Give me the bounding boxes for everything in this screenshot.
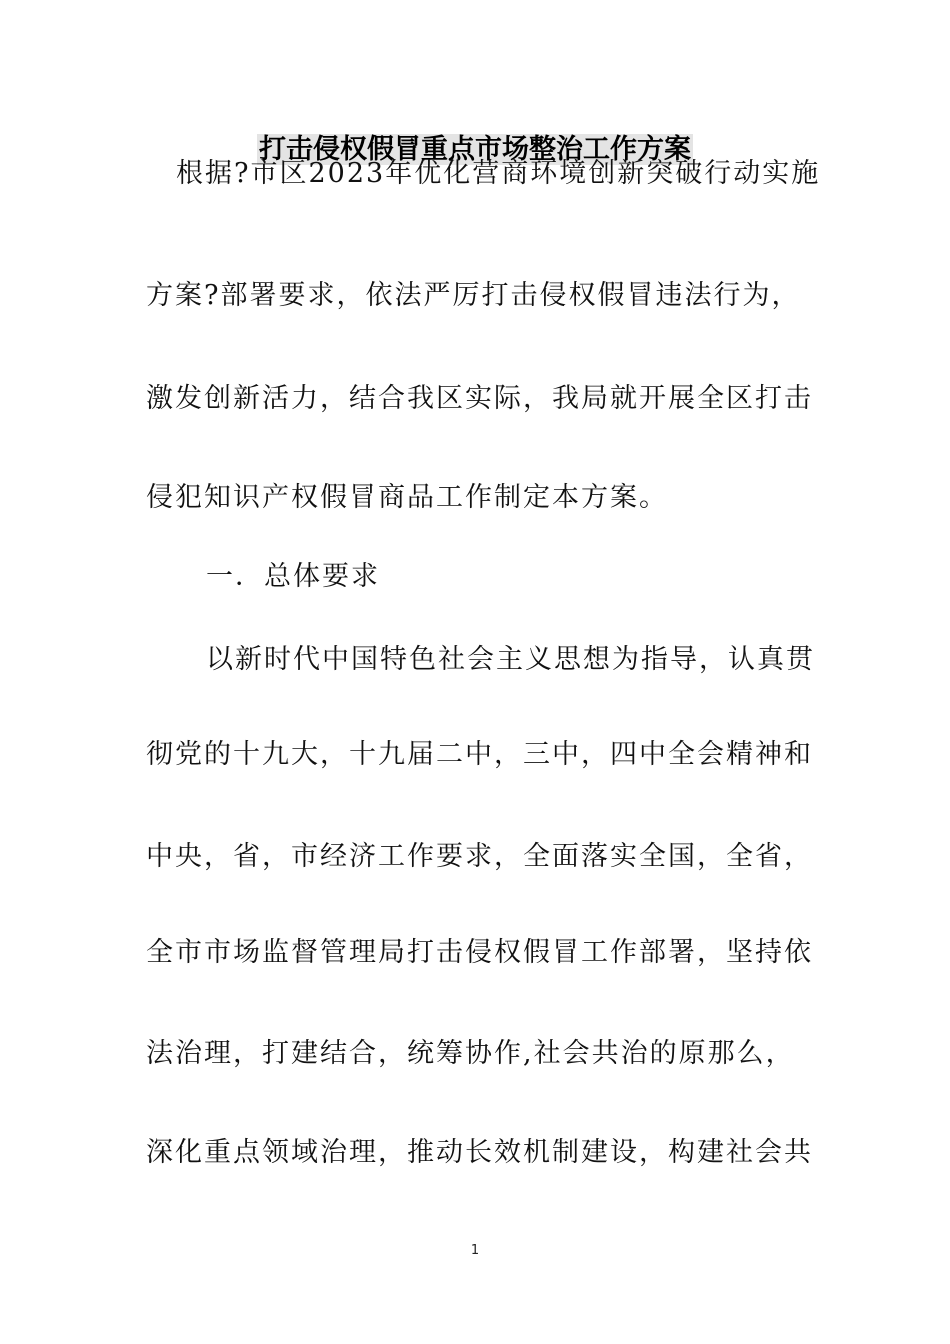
title-text: 打击侵权假冒重点市场整治工作方案 — [259, 134, 691, 165]
paragraph-line: 根据?市区2023年优化营商环境创新突破行动实施 — [176, 158, 821, 189]
page-number: 1 — [470, 1243, 480, 1258]
paragraph-line: 侵犯知识产权假冒商品工作制定本方案。 — [146, 482, 668, 513]
section-heading: 一．总体要求 — [206, 561, 380, 592]
paragraph-line: 中央，省，市经济工作要求，全面落实全国，全省， — [146, 841, 813, 872]
paragraph-line: 方案?部署要求，依法严厉打击侵权假冒违法行为， — [146, 280, 801, 311]
paragraph-line: 深化重点领域治理，推动长效机制建设，构建社会共 — [146, 1137, 813, 1168]
paragraph-line: 以新时代中国特色社会主义思想为指导，认真贯 — [206, 644, 815, 675]
paragraph-line: 彻党的十九大，十九届二中，三中，四中全会精神和 — [146, 739, 813, 770]
paragraph-line: 法治理，打建结合，统筹协作,社会共治的原那么， — [146, 1038, 795, 1069]
paragraph-line: 全市市场监督管理局打击侵权假冒工作部署，坚持依 — [146, 937, 813, 968]
paragraph-line: 激发创新活力，结合我区实际，我局就开展全区打击 — [146, 383, 813, 414]
